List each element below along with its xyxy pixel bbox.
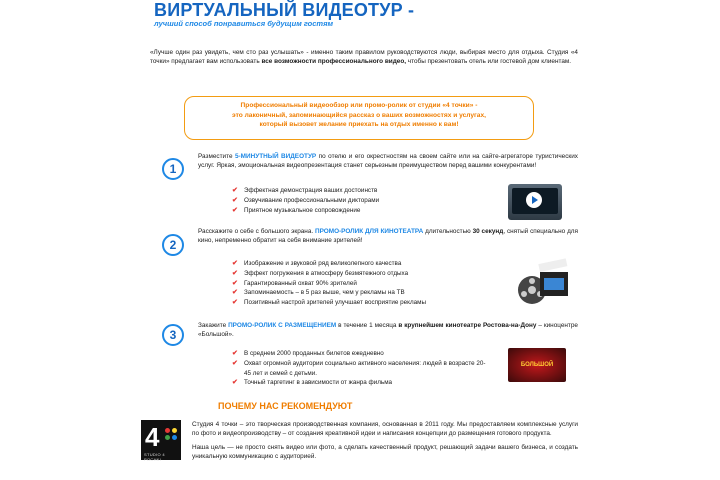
step-2-pre: Расскажите о себе с большого экрана. [198,228,316,235]
cinema-poster-illustration: БОЛЬШОЙ [508,348,566,382]
step-3-bold: в крупнейшем кинотеатре Ростова-на-Дону [398,322,537,329]
check-icon: ✔ [232,260,238,267]
check-icon: ✔ [232,279,238,287]
list-item [232,196,492,206]
list-item-text: Охват огромной аудитории социально активного населения: людей в возрасте 20-45 лет и семей с детьми. [244,359,486,377]
about-paragraph-1: Студия 4 точки – это творческая производственная компания, основанная в 2011 году. Мы предоставляем комплексные услуги по фото и видеопроизводству – от создания креативной идеи и написания концепции до размещения готового продукта. [192,421,578,438]
list-item-text: Точный таргетинг в зависимости от жанра фильма [244,379,393,387]
step-2-number: 2 [162,234,184,256]
play-icon [526,192,542,208]
logo-dot-blue [172,435,177,440]
logo-mark: 4 [145,422,160,452]
step-3-list [232,349,492,388]
recommend-heading: ПОЧЕМУ НАС РЕКОМЕНДУЮТ [218,401,353,411]
logo-dot-yellow [172,428,177,433]
about-paragraph-2: Наша цель — не просто снять видео или фото, а сделать качественный продукт, решающий задачи вашего бизнеса, и создать уникальную коммуникацию с аудиторией. [192,443,578,460]
page-subtitle: лучший способ понравиться будущим гостям [154,19,334,28]
check-icon: ✔ [232,196,238,204]
step-2-post2: , снятый специально для кино, непременно обратит на себя внимание зрителей! [198,228,578,245]
check-icon: ✔ [232,379,238,387]
step-1-pre: Разместите [198,153,235,160]
list-item [232,288,502,298]
list-item-text: Эффект погружения в атмосферу безмятежного отдыха [244,269,409,277]
callout-line-2: это лаконичный, запоминающийся рассказ о ваших возможностях и услугах, [232,111,486,119]
check-icon: ✔ [232,187,238,194]
step-1-highlight: 5-МИНУТНЫЙ ВИДЕОТУР [235,153,317,160]
intro-bold: все возможности профессионального видео, [261,58,407,66]
step-3-paragraph [198,321,578,340]
document-page [140,0,580,480]
callout-line-1: Профессиональный видеообзор или промо-ролик от студии «4 точки» - [240,102,478,109]
callout-box [184,96,534,140]
step-1-paragraph [198,152,578,171]
step-2-bold: 30 секунд [472,228,504,235]
intro-paragraph [150,48,578,67]
video-player-illustration [508,184,562,220]
page-title: ВИРТУАЛЬНЫЙ ВИДЕОТУР - [154,0,415,20]
list-item [232,359,492,379]
step-3-post: в течение 1 месяца [336,322,399,329]
list-item-text: Гарантированный охват 90% зрителей [244,279,357,287]
step-2-post: длительностью [423,228,473,235]
list-item [232,279,502,289]
check-icon: ✔ [232,350,238,357]
check-icon: ✔ [232,299,238,306]
step-3-number: 3 [162,324,184,346]
step-1-post: по отелю и его окрестностям на своем сайте или на сайте-агрегаторе туристических услуг. Яркая, эмоциональная видеопрезентация станет серьезным преимуществом перед вашими конкурентами! [198,153,578,170]
step-3-highlight: ПРОМО-РОЛИК С РАЗМЕЩЕНИЕМ [228,322,337,329]
list-item-text: Изображение и звуковой ряд великолепного качества [244,260,402,267]
list-item [232,269,502,279]
list-item [232,206,492,216]
list-item-text: Запоминаемость – в 5 раз выше, чем у рекламы на ТВ [244,289,405,297]
list-item [232,378,492,388]
check-icon: ✔ [232,289,238,297]
list-item [232,298,502,308]
logo-caption: STUDIO 4 POCHKI [144,452,165,462]
step-3-pre: Закажите [198,322,229,329]
step-2-highlight: ПРОМО-РОЛИК ДЛЯ КИНОТЕАТРА [315,228,424,235]
intro-text-2: чтобы презентовать отель или гостевой дом клиентам. [406,58,572,66]
list-item-text: Озвучивание профессиональными дикторами [244,196,380,204]
check-icon: ✔ [232,206,238,214]
step-2-paragraph [198,227,578,246]
studio-logo [141,420,181,460]
list-item [232,259,502,269]
step-2-list [232,259,502,308]
clapperboard-icon [538,258,568,296]
check-icon: ✔ [232,359,238,367]
logo-dot-red [165,428,170,433]
step-1-number: 1 [162,158,184,180]
list-item-text: Приятное музыкальное сопровождение [244,206,361,214]
check-icon: ✔ [232,269,238,277]
intro-text-1: «Лучше один раз увидеть, чем сто раз услышать» - именно таким правилом руководствуются люди, выбирая место для отдыха. Студия «4 точки» предлагает вам использовать [150,49,578,66]
list-item [232,349,492,359]
cinema-clapperboard-illustration [514,258,572,308]
list-item-text: В среднем 2000 проданных билетов ежедневно [244,350,384,357]
callout-line-3: который вызовет желание приехать на отдых именно к вам! [259,121,459,129]
about-section [192,420,578,465]
logo-dot-green [165,435,170,440]
list-item-text: Эффектная демонстрация ваших достоинств [244,187,378,194]
step-3-post2: – киноцентре «Большой». [198,322,578,339]
list-item-text: Позитивный настрой зрителей улучшает восприятие рекламы [244,299,426,306]
step-1-list [232,186,492,215]
list-item [232,186,492,196]
